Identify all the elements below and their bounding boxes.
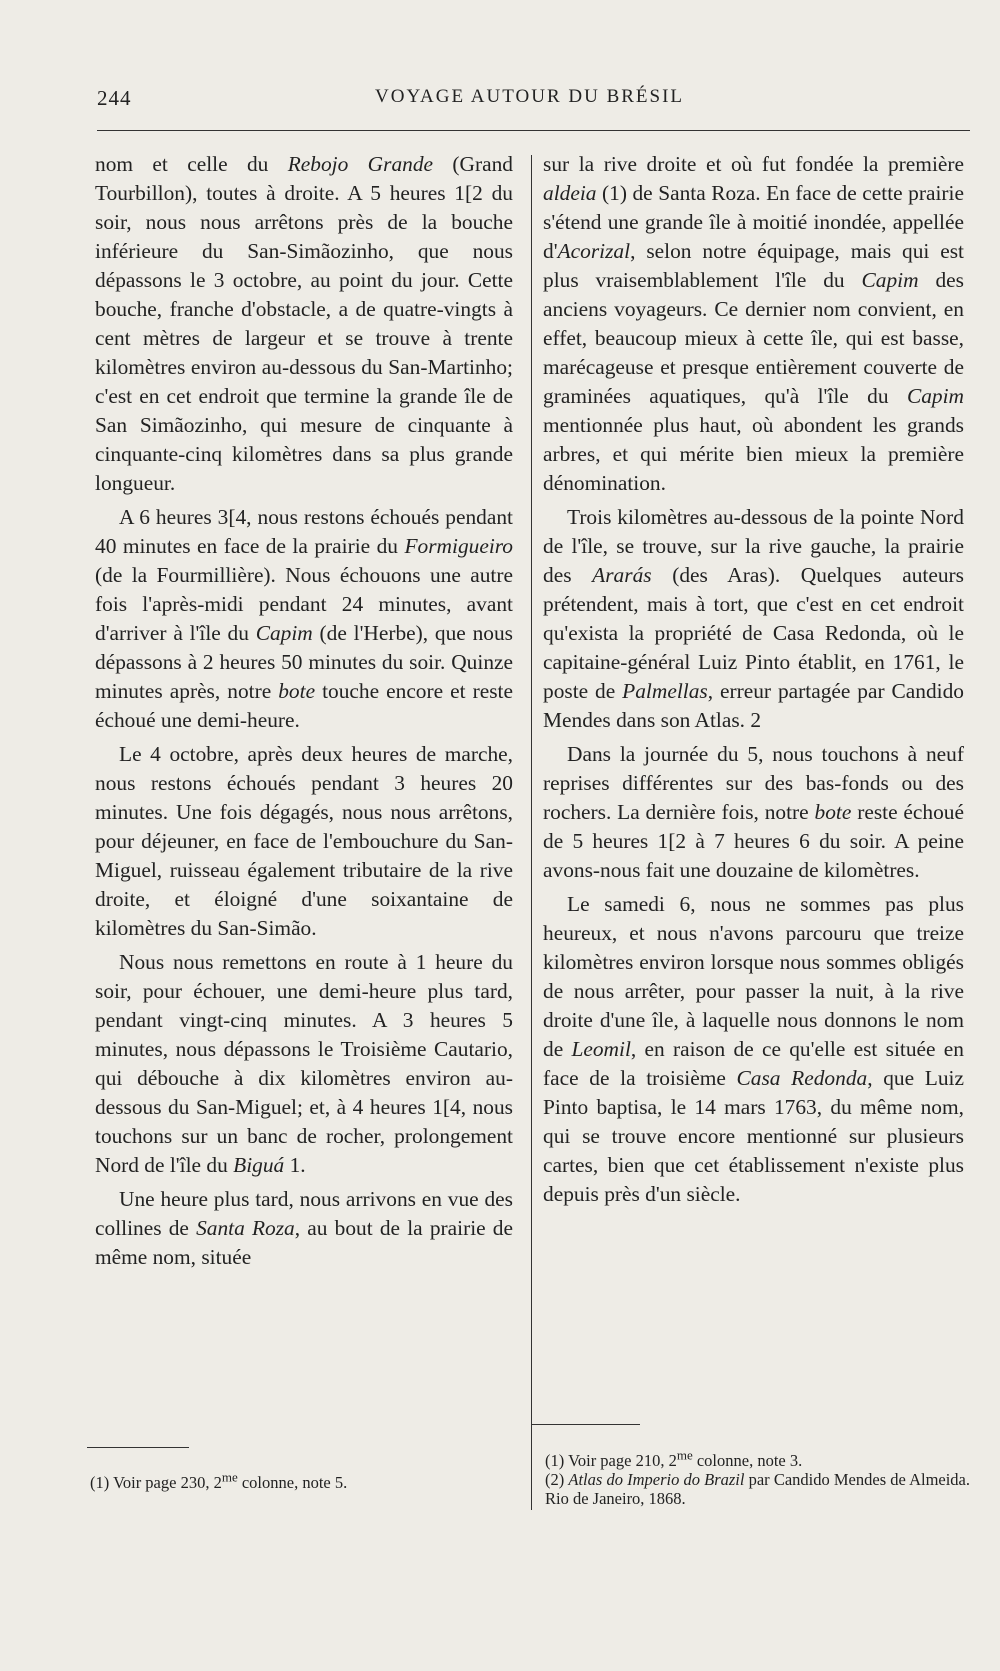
paragraph: Dans la journée du 5, nous touchons à neuf reprises différentes sur des bas-fonds ou des rochers. La dernière fois, notre bote reste échoué de 5 heures 1[2 à 7 heures 6 du soir. A peine avons-nous fait une douzaine de kilomètres. — [543, 742, 964, 882]
column-divider — [531, 155, 532, 1510]
header-rule — [97, 130, 970, 131]
running-title: VOYAGE AUTOUR DU BRÉSIL — [375, 86, 685, 107]
footnote-left: (1) Voir page 230, $2^{me}$ colonne, note 5. — [90, 1469, 348, 1492]
page-number: 244 — [97, 86, 132, 110]
footnote-rule-left — [87, 1447, 189, 1448]
paragraph: Nous nous remettons en route à 1 heure du soir, pour échouer, une demi-heure plus tard, pendant vingt-cinq minutes. A 3 heures 5 minutes, nous dépassons le Troisième Cautario, qui débouche à dix kilomètres environ au-dessous du San-Miguel; et, à 4 heures 1[4, nous touchons sur un banc de rocher, prolongement Nord de l'île du Biguá 1. — [95, 950, 513, 1177]
paragraph: Le samedi 6, nous ne sommes pas plus heureux, et nous n'avons parcouru que treize kilomètres environ lorsque nous sommes obligés de nous arrêter, pour passer la nuit, à la rive droite d'une île, à laquelle nous donnons le nom de Leomil, en raison de ce qu'elle est située en face de la troisième Casa Redonda, que Luiz Pinto baptisa, le 14 mars 1763, du même nom, qui se trouve encore mentionné sur plusieurs cartes, bien que cet établissement n'existe plus depuis près d'un siècle. — [543, 892, 964, 1206]
footnotes-right — [545, 1447, 971, 1508]
paragraph: Le 4 octobre, après deux heures de marche, nous restons échoués pendant 3 heures 20 minutes. Une fois dégagés, nous nous arrêtons, pour déjeuner, en face de l'embouchure du San-Miguel, ruisseau également tributaire de la rive droite, et éloigné d'une soixantaine de kilomètres du San-Simão. — [95, 742, 513, 940]
footnote-1: (1) Voir page 210, $2^{me}$ colonne, note 3. — [545, 1447, 803, 1470]
right-column — [543, 150, 964, 1209]
paragraph: Une heure plus tard, nous arrivons en vue des collines de Santa Roza, au bout de la prairie de même nom, située — [95, 1187, 513, 1269]
paragraph: A 6 heures 3[4, nous restons échoués pendant 40 minutes en face de la prairie du Formigueiro (de la Fourmillière). Nous échouons une autre fois l'après-midi pendant 24 minutes, avant d'arriver à l'île du Capim (de l'Herbe), que nous dépassons à 2 heures 50 minutes du soir. Quinze minutes après, notre bote touche encore et reste échoué une demi-heure. — [95, 505, 513, 732]
paragraph: sur la rive droite et où fut fondée la première aldeia (1) de Santa Roza. En face de cette prairie s'étend une grande île à moitié inondée, appellée d'Acorizal, selon notre équipage, mais qui est plus vraisemblablement l'île du Capim des anciens voyageurs. Ce dernier nom convient, en effet, beaucoup mieux à cette île, qui est basse, marécageuse et presque entièrement couverte de graminées aquatiques, qu'à l'île du Capim mentionnée plus haut, où abondent les grands arbres, et qui mérite bien mieux la première dénomination. — [543, 152, 964, 495]
paragraph: Trois kilomètres au-dessous de la pointe Nord de l'île, se trouve, sur la rive gauche, la prairie des Ararás (des Aras). Quelques auteurs prétendent, mais à tort, que c'est en cet endroit qu'exista la propriété de Casa Redonda, où le capitaine-général Luiz Pinto établit, en 1761, le poste de Palmellas, erreur partagée par Candido Mendes dans son Atlas. 2 — [543, 505, 964, 732]
footnote-2: (2) Atlas do Imperio do Brazil par Candido Mendes de Almeida. Rio de Janeiro, 1868. — [545, 1470, 971, 1508]
left-column — [95, 150, 513, 1272]
footnote-rule-right — [532, 1424, 640, 1425]
paragraph: nom et celle du Rebojo Grande (Grand Tourbillon), toutes à droite. A 5 heures 1[2 du soir, nous nous arrêtons près de la bouche inférieure du San-Simãozinho, que nous dépassons le 3 octobre, au point du jour. Cette bouche, franche d'obstacle, a de quatre-vingts à cent mètres de largeur et se trouve à trente kilomètres environ au-dessous du San-Martinho; c'est en cet endroit que termine la grande île de San Simãozinho, qui mesure de cinquante à cinquante-cinq kilomètres dans sa plus grande longueur. — [95, 152, 513, 495]
page-header — [97, 86, 977, 118]
